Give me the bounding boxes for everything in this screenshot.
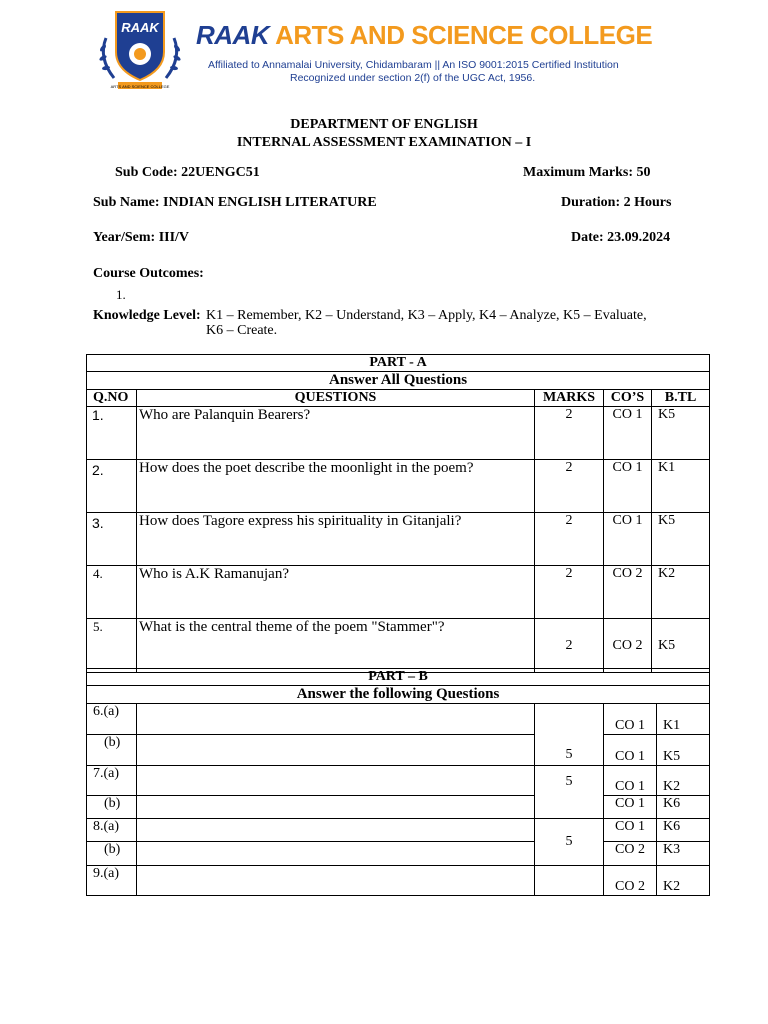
course-outcome-1: 1. [116,287,126,302]
header-btl: B.TL [652,390,710,407]
part-b-title: PART – B [87,669,710,686]
max-marks: Maximum Marks: 50 [523,165,651,180]
question-number: 6.(a) [87,704,137,735]
question-marks: 5 [535,819,604,866]
question-number: (b) [87,842,137,866]
question-number: 4. [87,566,137,619]
college-name [196,20,652,51]
question-text-empty [137,704,535,735]
sub-name: Sub Name: INDIAN ENGLISH LITERATURE [93,195,377,210]
table-row [87,566,710,619]
question-text-empty [137,796,535,819]
table-row [87,866,710,896]
question-co: CO 1 [604,704,657,735]
question-number: 7.(a) [87,766,137,796]
part-b-table [86,668,710,896]
question-text-empty [137,766,535,796]
table-row [87,842,710,866]
question-marks: 2 [535,460,604,513]
question-text: How does Tagore express his spirituality in Gitanjali? [137,513,535,566]
question-btl: K1 [657,704,710,735]
question-co: CO 2 [604,619,652,673]
question-co: CO 1 [604,407,652,460]
question-text-empty [137,866,535,896]
table-row [87,513,710,566]
question-marks: 2 [535,407,604,460]
table-row [87,796,710,819]
exam-date: Date: 23.09.2024 [571,230,671,245]
question-marks-empty [535,866,604,896]
table-row [87,766,710,796]
question-number: (b) [87,796,137,819]
question-co: CO 1 [604,796,657,819]
question-number: 5. [87,619,137,673]
logo-subtext: ARTS AND SCIENCE COLLEGE [110,84,170,89]
question-text: What is the central theme of the poem "Stammer"? [137,619,535,673]
question-co: CO 2 [604,566,652,619]
duration: Duration: 2 Hours [561,195,672,210]
logo-text: RAAK [121,20,159,35]
question-marks: 5 [535,766,604,819]
question-text-empty [137,819,535,842]
knowledge-line-1: K1 – Remember, K2 – Understand, K3 – Apply, K4 – Analyze, K5 – Evaluate, [206,308,647,323]
college-name-rest: ARTS AND SCIENCE COLLEGE [275,20,653,50]
question-number: (b) [87,735,137,766]
header-questions: QUESTIONS [137,390,535,407]
question-text: Who are Palanquin Bearers? [137,407,535,460]
affiliation-line-1: Affiliated to Annamalai University, Chidambaram || An ISO 9001:2015 Certified Institution [208,59,619,71]
question-marks: 2 [535,566,604,619]
question-btl: K1 [652,460,710,513]
sub-code: Sub Code: 22UENGC51 [115,165,260,180]
table-row [87,619,710,673]
affiliation-line-2: Recognized under section 2(f) of the UGC Act, 1956. [290,72,536,84]
question-btl: K5 [657,735,710,766]
question-marks: 5 [535,704,604,766]
question-btl: K3 [657,842,710,866]
question-btl: K2 [657,766,710,796]
question-marks: 2 [535,513,604,566]
part-a-table [86,354,710,673]
knowledge-line-2: K6 – Create. [206,323,278,338]
question-co: CO 1 [604,460,652,513]
college-logo [92,8,188,92]
part-b-instruction: Answer the following Questions [87,686,710,704]
question-co: CO 2 [604,842,657,866]
question-co: CO 2 [604,866,657,896]
question-btl: K5 [652,513,710,566]
question-text: How does the poet describe the moonlight in the poem? [137,460,535,513]
table-row [87,407,710,460]
question-number: 8.(a) [87,819,137,842]
question-text-empty [137,842,535,866]
exam-title: INTERNAL ASSESSMENT EXAMINATION – I [236,135,532,150]
question-co: CO 1 [604,766,657,796]
question-btl: K2 [657,866,710,896]
question-btl: K6 [657,819,710,842]
table-row [87,735,710,766]
knowledge-label: Knowledge Level: [93,308,201,323]
year-sem: Year/Sem: III/V [93,230,190,245]
question-text-empty [137,735,535,766]
question-number: 2. [87,460,137,513]
question-btl: K6 [657,796,710,819]
question-text: Who is A.K Ramanujan? [137,566,535,619]
question-marks: 2 [535,619,604,673]
question-btl: K5 [652,619,710,673]
table-row [87,704,710,735]
course-outcomes-label: Course Outcomes: [93,266,204,281]
question-number: 1. [87,407,137,460]
header-marks: MARKS [535,390,604,407]
part-a-title: PART - A [87,355,710,372]
question-co: CO 1 [604,513,652,566]
part-a-header-row [87,390,710,407]
department-title: DEPARTMENT OF ENGLISH [290,117,478,132]
table-row [87,819,710,842]
question-co: CO 1 [604,735,657,766]
part-a-instruction: Answer All Questions [87,372,710,390]
question-co: CO 1 [604,819,657,842]
header-qno: Q.NO [87,390,137,407]
question-btl: K5 [652,407,710,460]
college-name-raak: RAAK [196,20,270,50]
question-btl: K2 [652,566,710,619]
question-number: 3. [87,513,137,566]
question-number: 9.(a) [87,866,137,896]
header-cos: CO’S [604,390,652,407]
table-row [87,460,710,513]
